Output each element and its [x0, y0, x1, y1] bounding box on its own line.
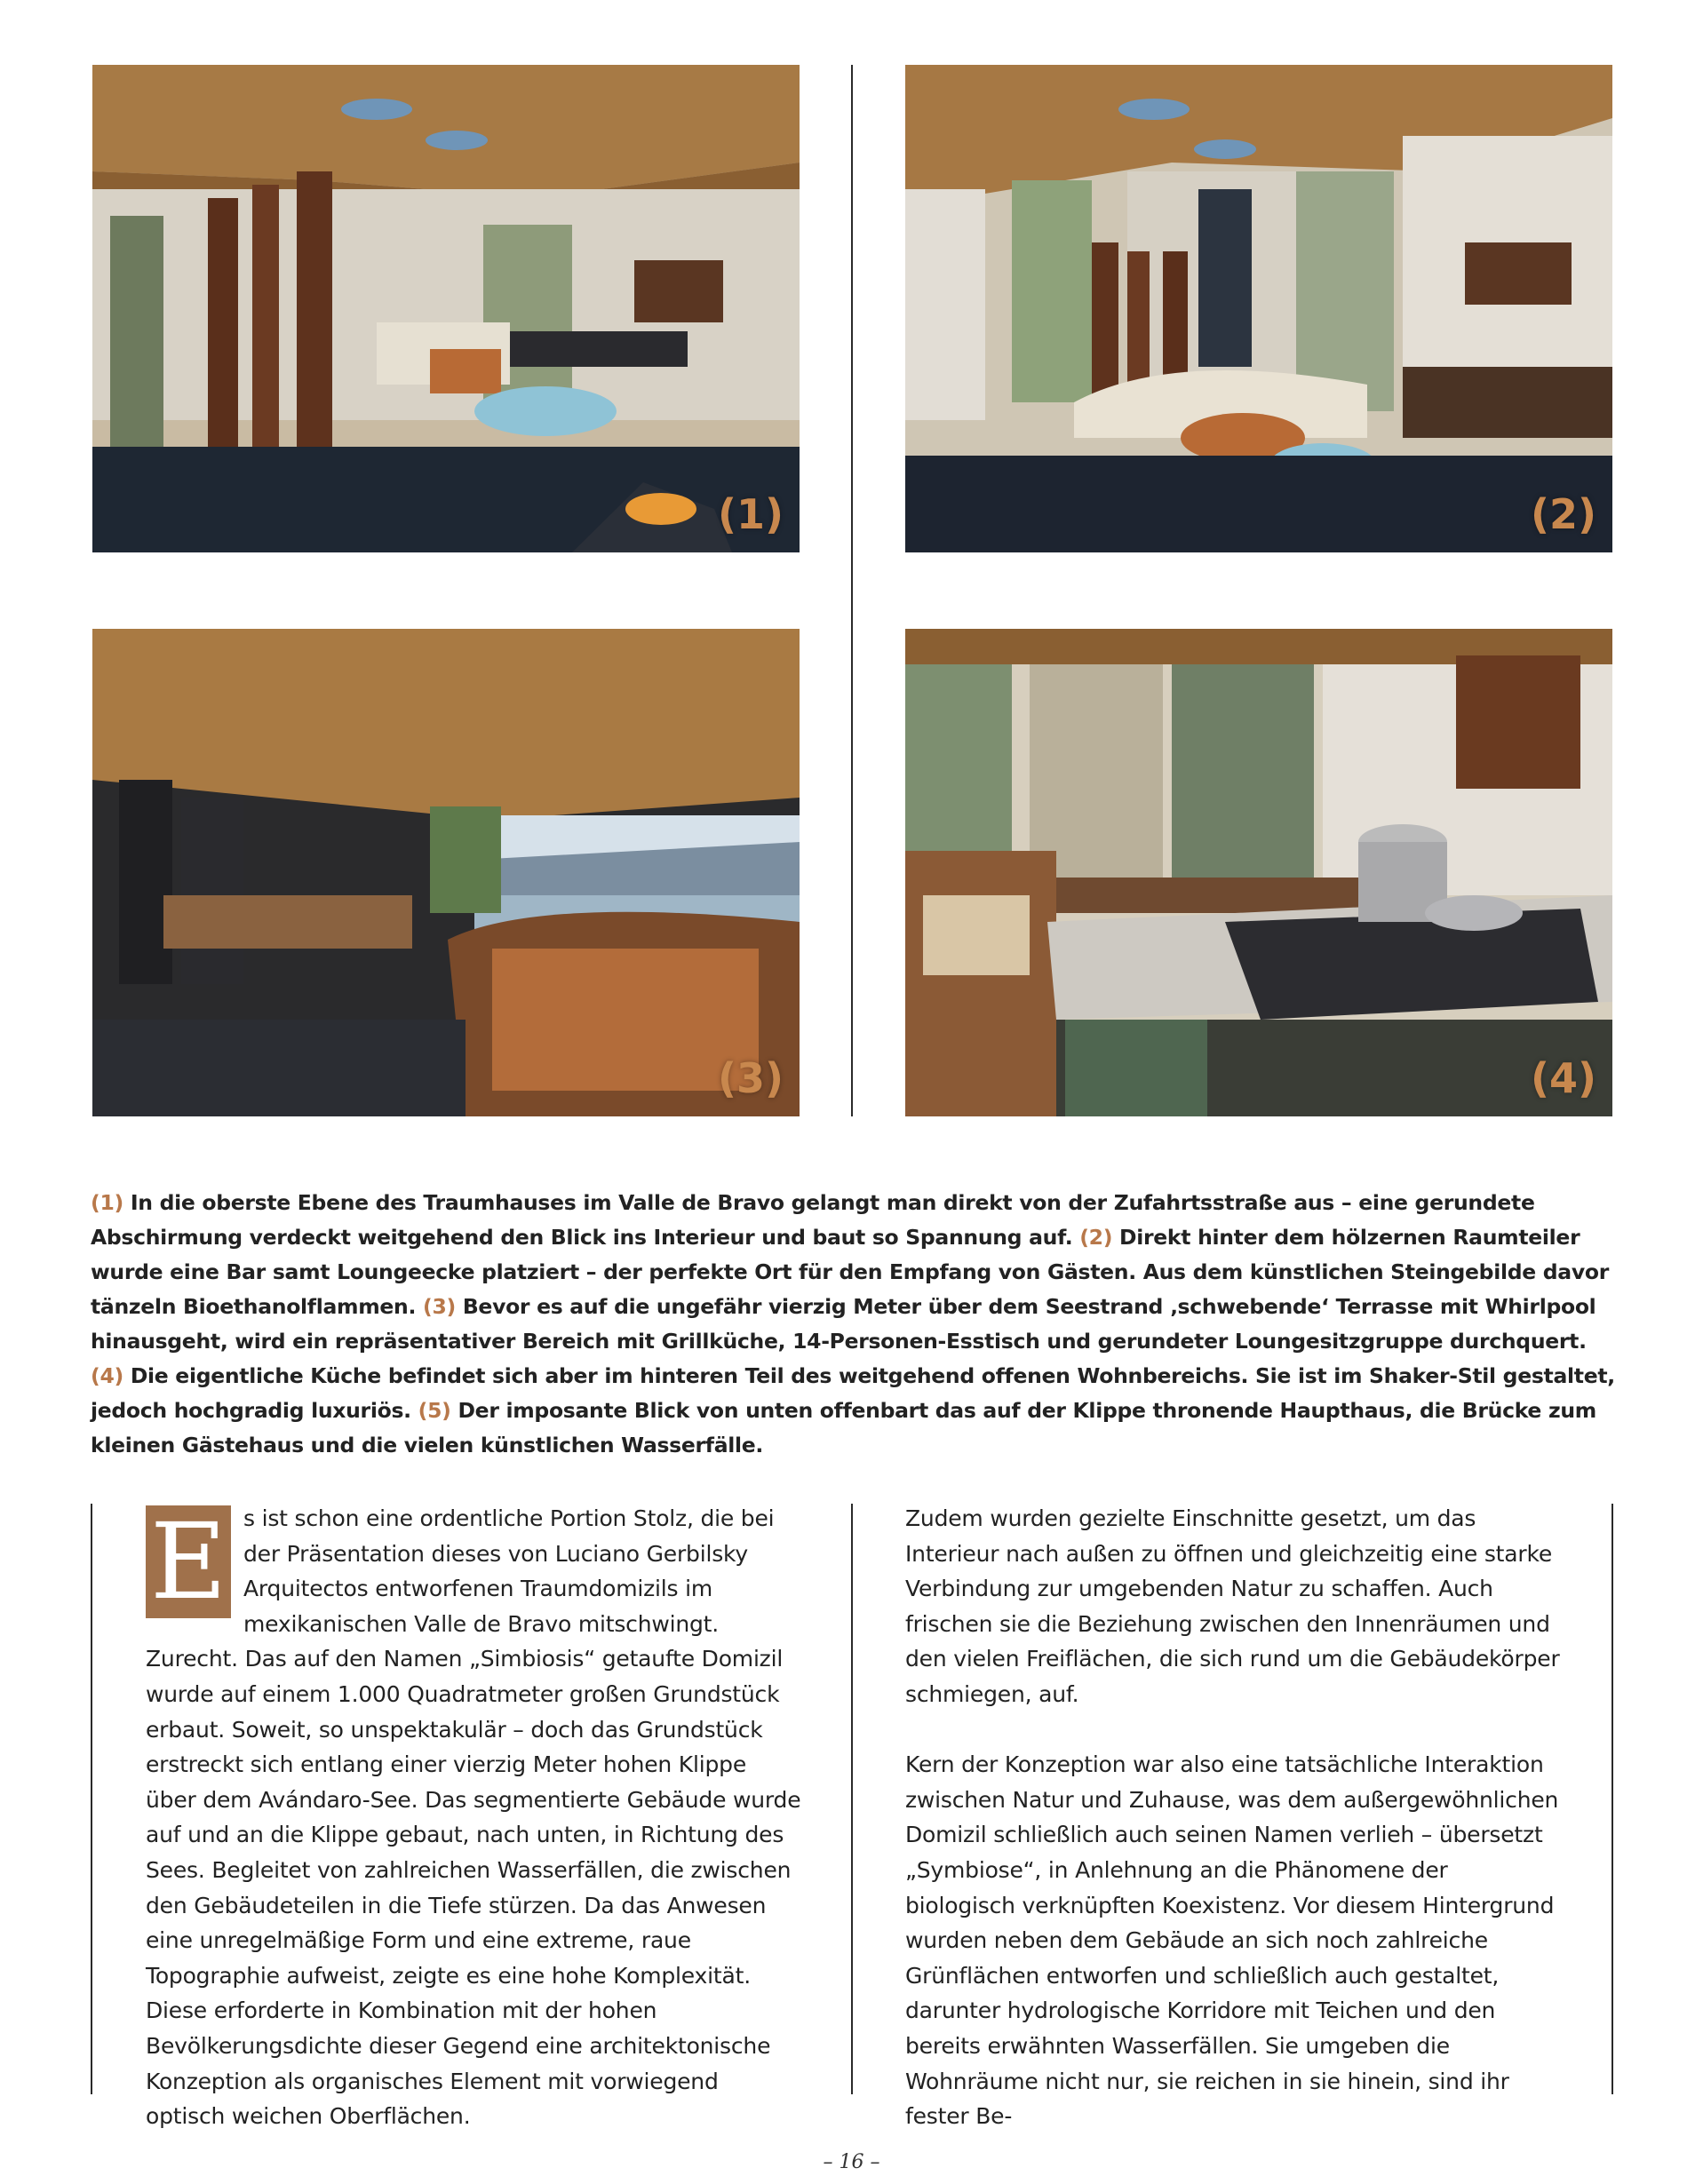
center-divider-bottom [851, 1504, 853, 2094]
photo-captions [91, 1186, 1619, 1463]
photo-4-kitchen [905, 629, 1612, 1116]
photo-number-label: (2) [1530, 490, 1596, 538]
right-column-rule [1611, 1504, 1613, 2094]
article-text: s ist schon eine ordentliche Portion Stolz, die bei der Präsentation dieses von Luciano Gerbilsky Arquitectos entworfenen Traumdomizils im mexikanischen Valle de Bravo mitschwingt. Zurecht. Das auf den Namen „Simbiosis“ getaufte Domizil wurde auf einem 1.000 Quadratmeter großen Grundstück erbaut. Soweit, so unspektakulär – doch das Grundstück erstreckt sich entlang einer vierzig Meter hohen Klippe über dem Avándaro-See. Das segmentierte Gebäude wurde auf und an die Klippe gebaut, nach unten, in Richtung des Sees. Begleitet von zahlreichen Wasserfällen, die zwischen den Gebäudeteilen in die Tiefe stürzen. Da das Anwesen eine unregelmäßige Form und eine extreme, raue Topographie aufweist, zeigte es eine hohe Komplexität. Diese erforderte in Kombination mit der hohen Bevölkerungsdichte dieser Gegend eine architektonische Konzeption als organisches Element mit vorwiegend optisch weichen Oberflächen. [146, 1505, 801, 2130]
article-column-left [146, 1501, 803, 2134]
article-column-right [905, 1501, 1563, 2134]
photo-number-label: (3) [717, 1054, 784, 1102]
caption-text: Die eigentliche Küche befindet sich aber im hinteren Teil des weitgehend offenen Wohnbereichs. Sie ist im Shaker-Stil gestaltet, jedoch hochgradig luxuriös. [91, 1363, 1615, 1423]
center-divider-top [851, 65, 853, 1116]
caption-number: (2) [1079, 1225, 1113, 1250]
caption-text: Der imposante Blick von unten offenbart das auf der Klippe thronende Haupthaus, die Brücke zum kleinen Gästehaus und die vielen künstlichen Wasserfälle. [91, 1398, 1596, 1457]
article-paragraph: Zudem wurden gezielte Einschnitte gesetzt, um das Interieur nach außen zu öffnen und gleichzeitig eine starke Verbindung zur umgebenden Natur zu schaffen. Auch frischen sie die Beziehung zwischen den Innenräumen und den vielen Freiflächen, die sich rund um die Gebäudekörper schmiegen, auf. [905, 1505, 1560, 1707]
article-paragraph: Kern der Konzeption war also eine tatsächliche Interaktion zwischen Natur und Zuhause, was dem außergewöhnlichen Domizil schließlich auch seinen Namen verlieh – übersetzt „Symbiose“, in Anlehnung an die Phänomene der biologisch verknüpften Koexistenz. Vor diesem Hintergrund wurden neben dem Gebäude an sich noch zahlreiche Grünflächen entworfen und schließlich auch gestaltet, darunter hydrologische Korridore mit Teichen und den bereits erwähnten Wasserfällen. Sie umgeben die Wohnräume nicht nur, sie reichen in sie hinein, sind ihr fester Be- [905, 1751, 1559, 2130]
photo-2-bar-lounge [905, 65, 1612, 552]
caption-number: (3) [423, 1294, 456, 1319]
photo-number-label: (1) [717, 490, 784, 538]
photo-number-label: (4) [1530, 1054, 1596, 1102]
dropcap-letter: E [146, 1505, 231, 1618]
photo-3-terrace-dining [92, 629, 800, 1116]
left-column-rule [91, 1504, 92, 2094]
caption-text: In die oberste Ebene des Traumhauses im Valle de Bravo gelangt man direkt von der Zufahrtsstraße aus – eine gerundete Abschirmung verdeckt weitgehend den Blick ins Interieur und baut so Spannung auf. [91, 1190, 1535, 1250]
caption-text: Direkt hinter dem hölzernen Raumteiler wurde eine Bar samt Loungeecke platziert – der perfekte Ort für den Empfang von Gästen. Aus dem künstlichen Steingebilde davor tänzeln Bioethanolflammen. [91, 1225, 1609, 1319]
page-number: – 16 – [823, 2151, 880, 2173]
caption-number: (1) [91, 1190, 123, 1215]
photo-1-living-area [92, 65, 800, 552]
caption-text: Bevor es auf die ungefähr vierzig Meter über dem Seestrand ‚schwebende‘ Terrasse mit Whirlpool hinausgeht, wird ein repräsentativer Bereich mit Grillküche, 14-Personen-Esstisch und gerundeter Loungesitzgruppe durchquert. [91, 1294, 1596, 1354]
caption-number: (4) [91, 1363, 123, 1388]
article-paragraph [146, 1501, 803, 2134]
caption-number: (5) [418, 1398, 451, 1423]
